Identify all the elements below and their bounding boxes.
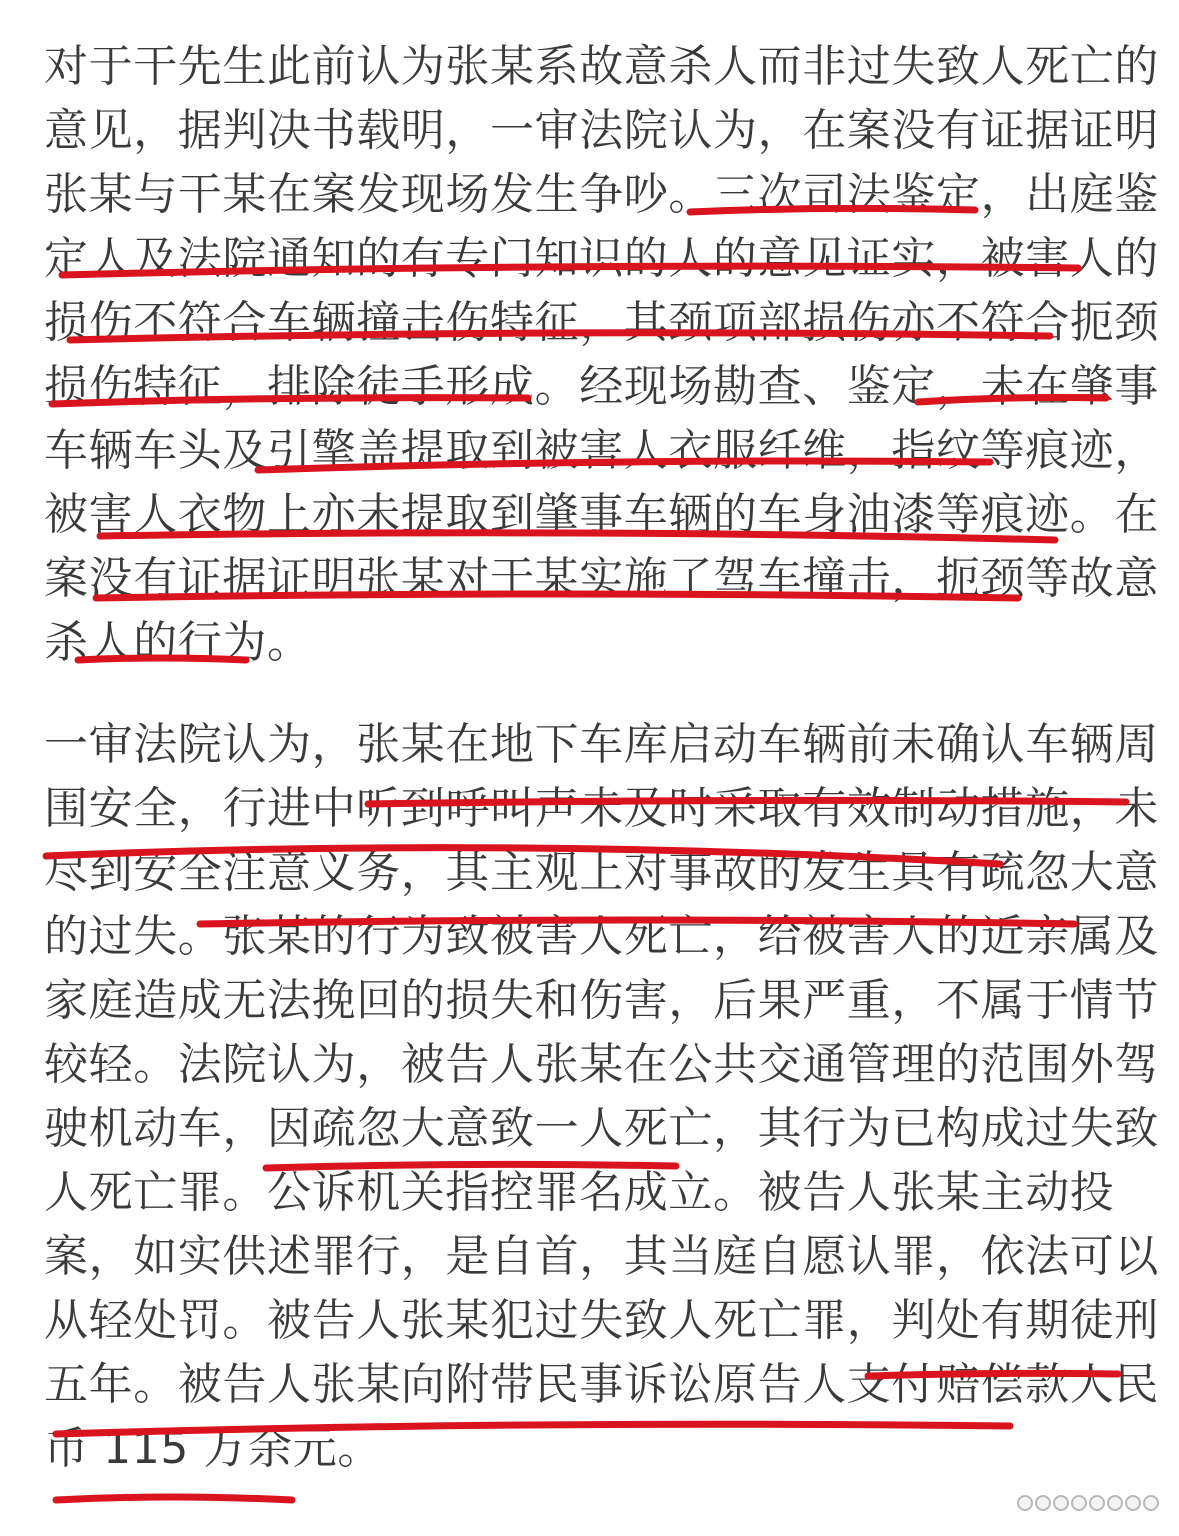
text-line: 驶机动车，因疏忽大意致一人死亡，其行为已构成过失致: [44, 1103, 1159, 1154]
text-line: 定人及法院通知的有专门知识的人的意见证实，被害人的: [44, 233, 1159, 284]
text-line: 对于干先生此前认为张某系故意杀人而非过失致人死亡的: [44, 41, 1159, 92]
dots-watermark-icon: [1071, 1495, 1087, 1511]
dots-watermark-icon: [1035, 1495, 1051, 1511]
text-line: 从轻处罚。被告人张某犯过失致人死亡罪，判处有期徒刑: [44, 1295, 1159, 1346]
text-line: 人死亡罪。公诉机关指控罪名成立。被告人张某主动投: [44, 1167, 1115, 1218]
text-line: 车辆车头及引擎盖提取到被害人衣服纤维，指纹等痕迹，: [44, 425, 1159, 476]
underline-mark: [56, 1497, 292, 1500]
dots-watermark-icon: [1053, 1495, 1069, 1511]
dots-watermark-icon: [1017, 1495, 1033, 1511]
text-line: 围安全，行进中听到呼叫声未及时采取有效制动措施，未: [44, 783, 1159, 834]
dots-watermark-icon: [1143, 1495, 1159, 1511]
text-line: 案，如实供述罪行，是自首，其当庭自愿认罪，依法可以: [44, 1231, 1159, 1282]
text-line: 币 115 万余元。: [44, 1423, 382, 1474]
watermark: [1017, 1488, 1159, 1518]
dots-watermark-icon: [1089, 1495, 1105, 1511]
text-line: 五年。被告人张某向附带民事诉讼原告人支付赔偿款人民: [44, 1359, 1159, 1410]
dots-watermark-icon: [1107, 1495, 1123, 1511]
text-line: 杀人的行为。: [44, 617, 312, 668]
text-line: 损伤不符合车辆撞击伤特征，其颈项部损伤亦不符合扼颈: [44, 297, 1159, 348]
text-line: 损伤特征，排除徒手形成。经现场勘查、鉴定，未在肇事: [44, 361, 1159, 412]
text-line: 的过失。张某的行为致被害人死亡，给被害人的近亲属及: [44, 911, 1159, 962]
text-line: 一审法院认为，张某在地下车库启动车辆前未确认车辆周: [44, 719, 1159, 770]
text-line: 意见，据判决书载明，一审法院认为，在案没有证据证明: [44, 105, 1159, 156]
dots-watermark-icon: [1125, 1495, 1141, 1511]
text-line: 家庭造成无法挽回的损失和伤害，后果严重，不属于情节: [44, 975, 1159, 1026]
text-line: 张某与干某在案发现场发生争吵。三次司法鉴定，出庭鉴: [44, 169, 1159, 220]
text-line: 被害人衣物上亦未提取到肇事车辆的车身油漆等痕迹。在: [44, 489, 1159, 540]
text-line: 尽到安全注意义务，其主观上对事故的发生具有疏忽大意: [44, 847, 1159, 898]
text-line: 较轻。法院认为，被告人张某在公共交通管理的范围外驾: [44, 1039, 1159, 1090]
text-line: 案没有证据证明张某对干某实施了驾车撞击，扼颈等故意: [44, 553, 1159, 604]
